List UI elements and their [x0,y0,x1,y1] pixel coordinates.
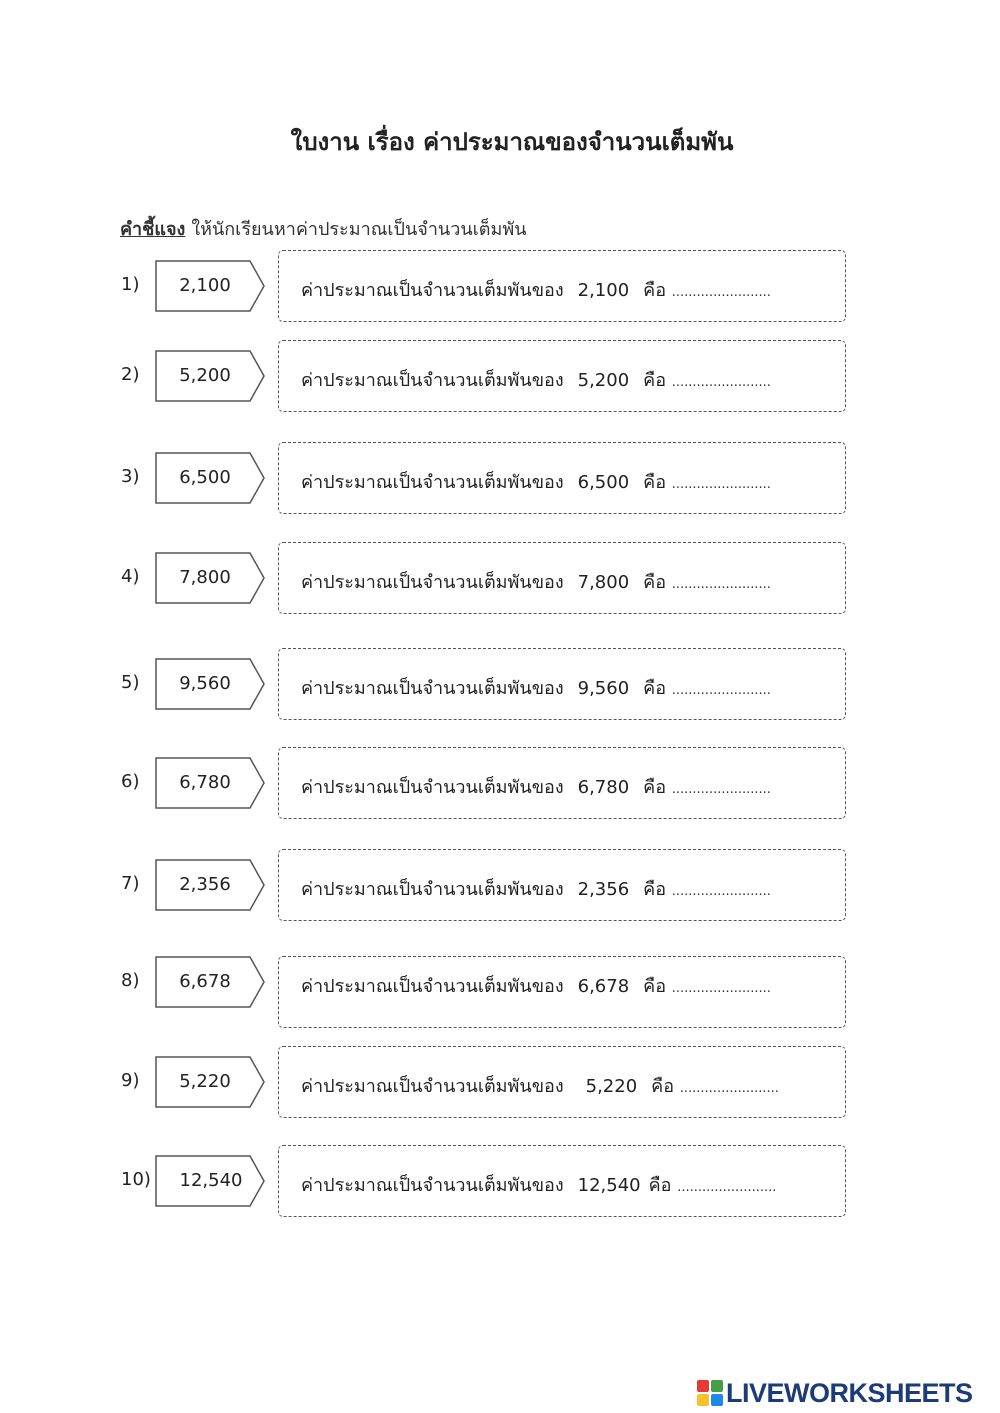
answer-blank[interactable]: ........................ [671,782,771,797]
prompt-value: 6,780 [577,777,630,798]
prompt-text: ค่าประมาณเป็นจำนวนเต็มพันของ [301,976,564,997]
answer-box[interactable] [278,747,846,819]
answer-box[interactable] [278,1046,846,1118]
number-value: 9,560 [179,673,231,694]
number-value: 5,220 [179,1071,231,1092]
number-tag [155,757,265,809]
ku-text: คือ [643,280,667,301]
question-row [0,956,1000,1032]
number-tag [155,552,265,604]
number-tag [155,452,265,504]
prompt-value: 2,356 [577,879,630,900]
liveworksheets-logo [697,1377,973,1409]
number-value: 2,100 [179,275,231,296]
question-row [0,542,1000,618]
answer-sentence [301,772,771,801]
question-row [0,250,1000,326]
answer-box[interactable] [278,340,846,412]
question-row [0,442,1000,518]
question-number: 5) [121,672,140,693]
prompt-text: ค่าประมาณเป็นจำนวนเต็มพันของ [301,678,564,699]
prompt-text: ค่าประมาณเป็นจำนวนเต็มพันของ [301,280,564,301]
question-number: 4) [121,566,140,587]
question-row [0,1046,1000,1122]
prompt-text: ค่าประมาณเป็นจำนวนเต็มพันของ [301,879,564,900]
answer-box[interactable] [278,849,846,921]
answer-blank[interactable]: ........................ [677,1180,777,1195]
prompt-value: 9,560 [577,678,630,699]
ku-text: คือ [643,976,667,997]
question-number: 6) [121,771,140,792]
question-row [0,340,1000,416]
answer-blank[interactable]: ........................ [671,285,771,300]
prompt-text: ค่าประมาณเป็นจำนวนเต็มพันของ [301,777,564,798]
answer-sentence [301,275,771,304]
answer-blank[interactable]: ........................ [671,981,771,996]
question-row [0,849,1000,925]
question-number: 10) [121,1169,151,1190]
prompt-value: 2,100 [577,280,630,301]
prompt-text: ค่าประมาณเป็นจำนวนเต็มพันของ [301,572,564,593]
answer-box[interactable] [278,442,846,514]
instruction [120,214,527,243]
answer-blank[interactable]: ........................ [671,577,771,592]
answer-sentence [301,1071,779,1100]
prompt-value: 5,220 [585,1076,638,1097]
answer-sentence [301,971,771,1000]
number-value: 12,540 [179,1170,243,1191]
number-tag [155,859,265,911]
question-row [0,747,1000,823]
number-value: 5,200 [179,365,231,386]
answer-sentence [301,874,771,903]
answer-sentence [301,673,771,702]
prompt-text: ค่าประมาณเป็นจำนวนเต็มพันของ [301,370,564,391]
answer-sentence [301,467,771,496]
prompt-value: 12,540 [577,1175,641,1196]
ku-text: คือ [648,1175,672,1196]
answer-blank[interactable]: ........................ [671,884,771,899]
answer-blank[interactable]: ........................ [679,1081,779,1096]
ku-text: คือ [643,370,667,391]
number-tag [155,956,265,1008]
ku-text: คือ [643,879,667,900]
question-number: 9) [121,1070,140,1091]
answer-box[interactable] [278,250,846,322]
question-number: 8) [121,970,140,991]
answer-box[interactable] [278,956,846,1028]
ku-text: คือ [643,572,667,593]
prompt-text: ค่าประมาณเป็นจำนวนเต็มพันของ [301,472,564,493]
question-number: 7) [121,873,140,894]
number-value: 7,800 [179,567,231,588]
worksheet-title: ใบงาน เรื่อง ค่าประมาณของจำนวนเต็มพัน [290,128,734,156]
question-row [0,1145,1000,1221]
number-tag [155,260,265,312]
number-tag [155,1056,265,1108]
number-value: 2,356 [179,874,231,895]
number-value: 6,678 [179,971,231,992]
answer-blank[interactable]: ........................ [671,375,771,390]
answer-box[interactable] [278,648,846,720]
number-tag [155,658,265,710]
answer-box[interactable] [278,542,846,614]
question-row [0,648,1000,724]
question-number: 3) [121,466,140,487]
answer-sentence [301,567,771,596]
answer-sentence [301,365,771,394]
number-value: 6,780 [179,772,231,793]
instruction-label: คำชี้แจง [120,219,186,240]
number-value: 6,500 [179,467,231,488]
answer-blank[interactable]: ........................ [671,477,771,492]
number-tag [155,1155,265,1207]
liveworksheets-logo-mark [697,1380,723,1406]
answer-box[interactable] [278,1145,846,1217]
ku-text: คือ [643,777,667,798]
liveworksheets-logo-text: LIVEWORKSHEETS [726,1377,973,1408]
question-number: 1) [121,274,140,295]
question-number: 2) [121,364,140,385]
answer-blank[interactable]: ........................ [671,683,771,698]
ku-text: คือ [651,1076,675,1097]
instruction-text: ให้นักเรียนหาค่าประมาณเป็นจำนวนเต็มพัน [191,219,527,240]
prompt-value: 5,200 [577,370,630,391]
ku-text: คือ [643,472,667,493]
prompt-text: ค่าประมาณเป็นจำนวนเต็มพันของ [301,1175,564,1196]
number-tag [155,350,265,402]
prompt-value: 7,800 [577,572,630,593]
prompt-value: 6,500 [577,472,630,493]
ku-text: คือ [643,678,667,699]
answer-sentence [301,1170,776,1199]
prompt-value: 6,678 [577,976,630,997]
prompt-text: ค่าประมาณเป็นจำนวนเต็มพันของ [301,1076,564,1097]
